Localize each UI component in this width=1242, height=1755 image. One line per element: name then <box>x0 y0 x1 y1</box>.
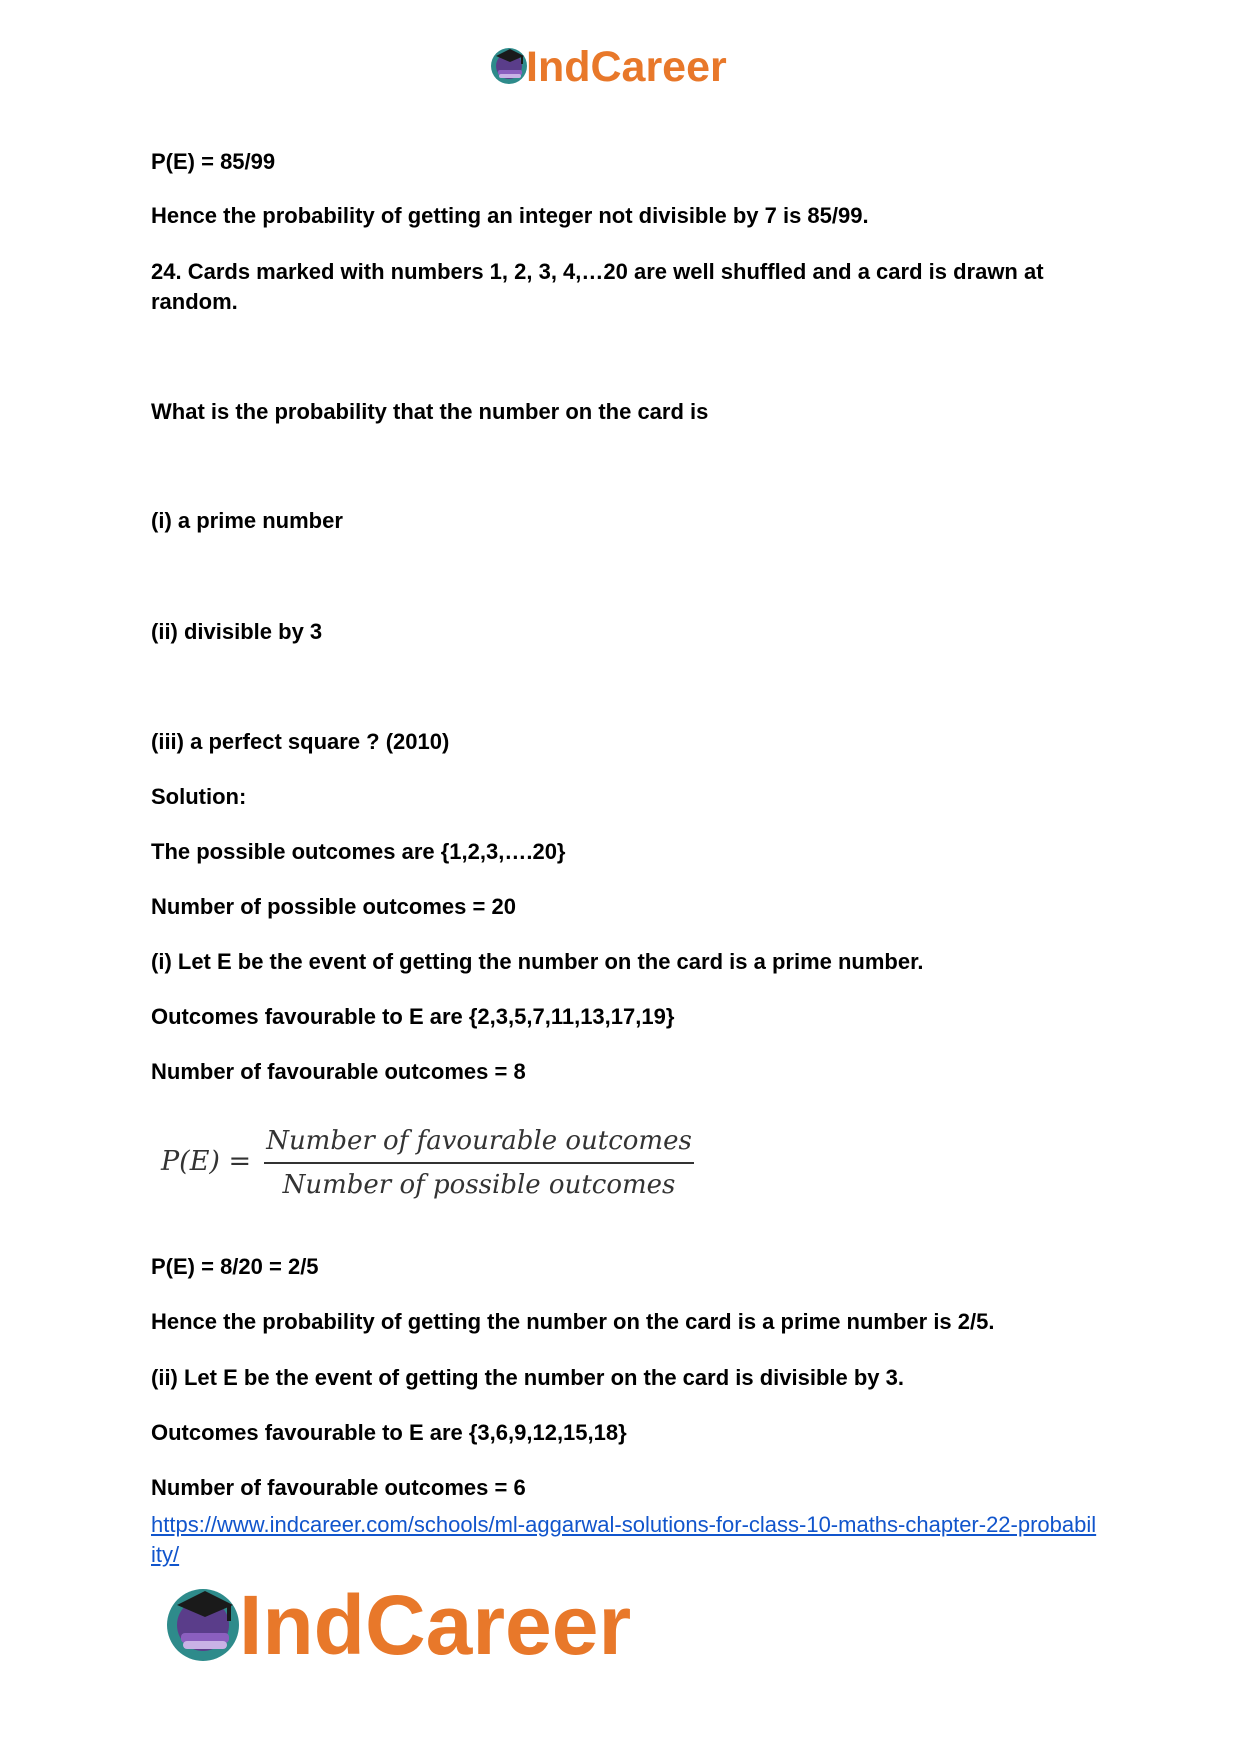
text-line: Number of favourable outcomes = 8 <box>151 1059 526 1084</box>
fraction-bar <box>264 1162 694 1164</box>
text-line: Outcomes favourable to E are {2,3,5,7,11,13,17,19} <box>151 1004 675 1029</box>
footer-logo <box>161 1577 632 1672</box>
logo-book-icon <box>488 44 530 91</box>
text-line: Hence the probability of getting an integer not divisible by 7 is 85/99. <box>151 203 869 228</box>
text-line: The possible outcomes are {1,2,3,….20} <box>151 839 566 864</box>
text-line: (ii) divisible by 3 <box>151 619 323 644</box>
text-line: (i) Let E be the event of getting the number on the card is a prime number. <box>151 949 924 974</box>
header-logo <box>488 42 727 92</box>
footer-brand-text: IndCareer <box>239 1577 632 1672</box>
logo-book-icon <box>161 1581 245 1670</box>
text-line: Hence the probability of getting the number on the card is a prime number is 2/5. <box>151 1309 995 1334</box>
source-link[interactable]: https://www.indcareer.com/schools/ml-aggarwal-solutions-for-class-10-maths-chapter-22-probability/ <box>151 1512 1097 1567</box>
text-line: Number of favourable outcomes = 6 <box>151 1475 526 1500</box>
solution-heading: Solution: <box>151 784 247 809</box>
text-line: P(E) = 85/99 <box>151 149 276 174</box>
formula-lhs: P(E) = <box>161 1146 252 1177</box>
formula-numerator: Number of favourable outcomes <box>266 1126 692 1156</box>
header-brand-text: IndCareer <box>526 42 727 91</box>
text-line: P(E) = 8/20 = 2/5 <box>151 1254 319 1279</box>
question-heading: 24. Cards marked with numbers 1, 2, 3, 4,…20 are well shuffled and a card is drawn at random. <box>151 259 1044 314</box>
probability-formula <box>161 1122 701 1202</box>
text-line: What is the probability that the number on the card is <box>151 399 709 424</box>
text-line: Number of possible outcomes = 20 <box>151 894 516 919</box>
text-line: (ii) Let E be the event of getting the number on the card is divisible by 3. <box>151 1365 904 1390</box>
text-line: (i) a prime number <box>151 508 343 533</box>
text-line: (iii) a perfect square ? (2010) <box>151 729 450 754</box>
formula-denominator: Number of possible outcomes <box>282 1170 676 1200</box>
formula-fraction <box>264 1122 694 1204</box>
text-line: Outcomes favourable to E are {3,6,9,12,15,18} <box>151 1420 627 1445</box>
